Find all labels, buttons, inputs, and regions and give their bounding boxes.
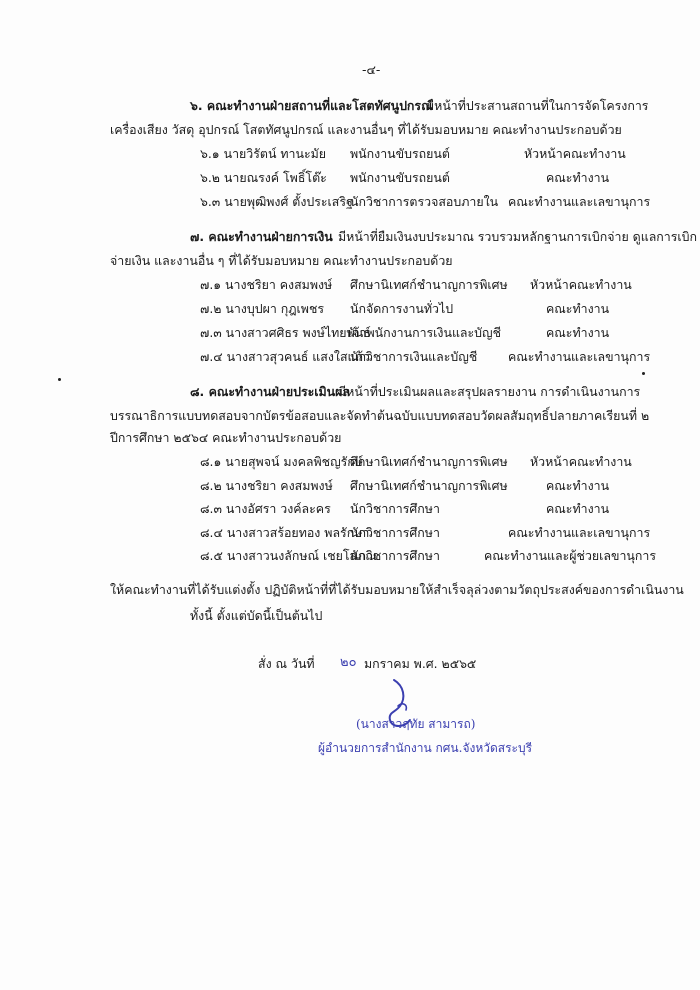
member-name: ๘.๒ นางชริยา คงสมพงษ์ — [200, 478, 333, 493]
member-position: นักวิชาการศึกษา — [350, 548, 440, 563]
handwritten-signature — [360, 672, 440, 742]
member-name: ๗.๑ นางชริยา คงสมพงษ์ — [200, 277, 333, 292]
member-name: ๖.๒ นายณรงค์ โพธิ์โต๊ะ — [200, 170, 327, 185]
member-position: ศึกษานิเทศก์ชำนาญการพิเศษ — [350, 478, 508, 493]
member-name: ๗.๔ นางสาวสุวคนธ์ แสงใสแก้ว — [200, 349, 370, 364]
section-7-desc-2: จ่ายเงิน และงานอื่น ๆ ที่ได้รับมอบหมาย คณะทำงานประกอบด้วย — [110, 253, 453, 268]
section-6-desc-1: มีหน้าที่ประสานสถานที่ในการจัดโครงการ — [426, 98, 649, 113]
member-name: ๗.๒ นางบุปผา กุฎเพชร — [200, 301, 325, 316]
order-date-day: ๒๐ — [340, 655, 357, 670]
member-role: คณะทำงาน — [546, 325, 610, 340]
section-8-desc-2: บรรณาธิการแบบทดสอบจากบัตรข้อสอบและจัดทำต้นฉบับแบบทดสอบวัดผลสัมฤทธิ์ปลายภาคเรียนที่ ๒ — [110, 408, 650, 423]
member-position: เจ้าพนักงานการเงินและบัญชี — [348, 325, 502, 340]
member-position: ศึกษานิเทศก์ชำนาญการพิเศษ — [350, 277, 508, 292]
member-role: คณะทำงาน — [546, 501, 610, 516]
signatory-name: (นางสาวฤทัย สามารถ) — [356, 717, 476, 731]
closing-line-1: ให้คณะทำงานที่ได้รับแต่งตั้ง ปฏิบัติหน้าที่ที่ได้รับมอบหมายให้สำเร็จลุล่วงตามวัตถุประสงค์ของการดำเนินงาน — [110, 582, 684, 597]
member-name: ๘.๓ นางอัศรา วงค์ละคร — [200, 501, 331, 516]
section-7-desc-1: มีหน้าที่ยืมเงินงบประมาณ รวบรวมหลักฐานการเบิกจ่าย ดูแลการเบิก — [338, 229, 698, 244]
member-position: นักจัดการงานทั่วไป — [350, 301, 454, 316]
member-name: ๗.๓ นางสาวศศิธร พงษ์ไทยพันธ์ — [200, 325, 371, 340]
member-role: คณะทำงาน — [546, 478, 610, 493]
section-8-desc-3: ปีการศึกษา ๒๕๖๔ คณะทำงานประกอบด้วย — [110, 430, 342, 445]
scan-speck — [58, 378, 61, 381]
section-8-heading: ๘. คณะทำงานฝ่ายประเมินผล — [190, 384, 351, 399]
member-role: คณะทำงาน — [546, 170, 610, 185]
member-name: ๘.๔ นางสาวสร้อยทอง พลรักษา — [200, 525, 370, 540]
closing-line-2: ทั้งนี้ ตั้งแต่บัดนี้เป็นต้นไป — [190, 608, 323, 623]
member-position: นักวิชาการเงินและบัญชี — [350, 349, 478, 364]
scan-speck — [642, 372, 645, 375]
member-name: ๖.๑ นายวิรัตน์ ทานะมัย — [200, 146, 327, 161]
order-date-prefix: สั่ง ณ วันที่ — [258, 656, 315, 671]
member-position: พนักงานขับรถยนต์ — [350, 170, 450, 185]
member-role: คณะทำงาน — [546, 301, 610, 316]
order-date-suffix: มกราคม พ.ศ. ๒๕๖๕ — [364, 656, 477, 671]
section-6-desc-2: เครื่องเสียง วัสดุ อุปกรณ์ โสตทัศนูปกรณ์ และงานอื่นๆ ที่ได้รับมอบหมาย คณะทำงานประกอบด้วย — [110, 122, 622, 137]
member-position: พนักงานขับรถยนต์ — [350, 146, 450, 161]
section-6-heading: ๖. คณะทำงานฝ่ายสถานที่และโสตทัศนูปกรณ์ — [190, 98, 433, 113]
member-name: ๘.๑ นายสุพจน์ มงคลพิชญรักษ์ — [200, 454, 363, 469]
member-role: หัวหน้าคณะทำงาน — [524, 146, 626, 161]
member-position: นักวิชาการศึกษา — [350, 501, 440, 516]
member-role: คณะทำงานและเลขานุการ — [508, 194, 651, 209]
member-name: ๘.๕ นางสาวนงลักษณ์ เชยโสภณ — [200, 548, 377, 563]
member-role: หัวหน้าคณะทำงาน — [530, 454, 632, 469]
member-role: คณะทำงานและเลขานุการ — [508, 525, 651, 540]
member-role: หัวหน้าคณะทำงาน — [530, 277, 632, 292]
member-name: ๖.๓ นายพุฒิพงศ์ ตั้งประเสริฐ — [200, 194, 353, 209]
member-position: ศึกษานิเทศก์ชำนาญการพิเศษ — [350, 454, 508, 469]
member-role: คณะทำงานและผู้ช่วยเลขานุการ — [484, 548, 657, 563]
member-position: นักวิชาการศึกษา — [350, 525, 440, 540]
member-role: คณะทำงานและเลขานุการ — [508, 349, 651, 364]
section-7-heading: ๗. คณะทำงานฝ่ายการเงิน — [190, 229, 333, 244]
section-8-desc-1: มีหน้าที่ประเมินผลและสรุปผลรายงาน การดำเนินงานการ — [338, 384, 641, 399]
signatory-title: ผู้อำนวยการสำนักงาน กศน.จังหวัดสระบุรี — [318, 741, 533, 755]
page-number: -๔- — [362, 62, 381, 77]
member-position: นักวิชาการตรวจสอบภายใน — [350, 194, 499, 209]
